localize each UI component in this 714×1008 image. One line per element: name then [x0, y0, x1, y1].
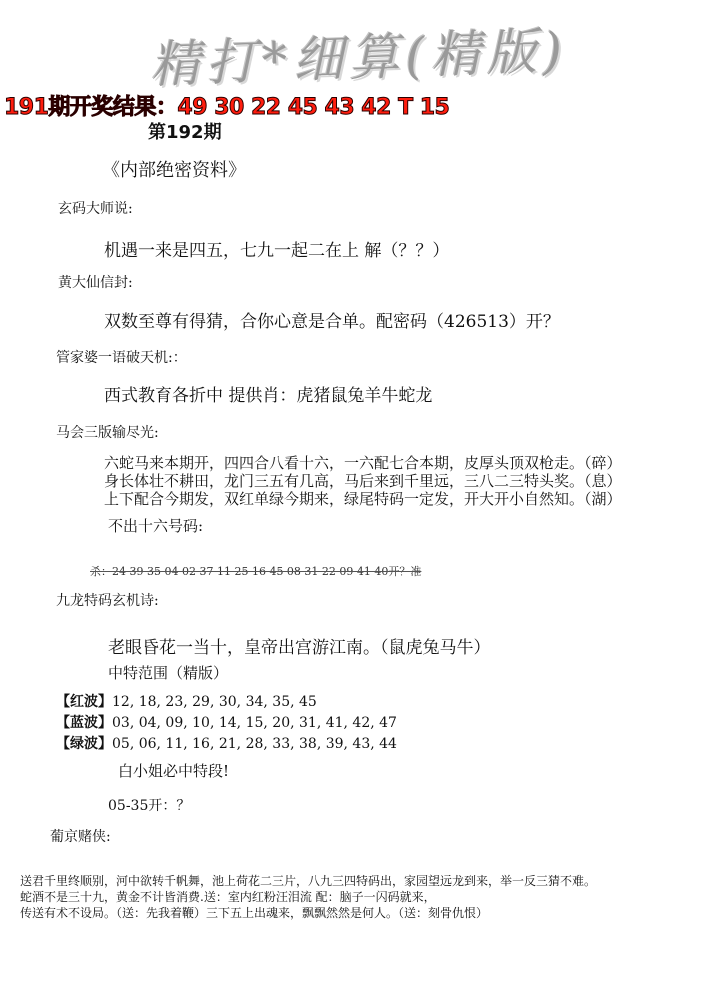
range-label: 中特范围（精版） — [108, 664, 229, 682]
green-wave-numbers: 05, 06, 11, 16, 21, 28, 33, 38, 39, 43, 44 — [112, 736, 397, 752]
kill-numbers: 杀：24 39 35 04 02 37 11 25 16 45 08 31 22 09 41 40开？准 — [90, 565, 422, 578]
guanjia-text: 西式教育各折中 提供肖：虎猪鼠兔羊牛蛇龙 — [104, 386, 433, 406]
green-wave-row — [56, 733, 397, 753]
issue-number: 第192期 — [148, 122, 222, 143]
mahui-label: 马会三版输尽光: — [56, 425, 159, 441]
green-wave-tag: 【绿波】 — [56, 736, 112, 752]
mahui-line-1: 六蛇马来本期开，四四合八看十六，一六配七合本期，皮厚头顶双枪走。（碎） — [104, 454, 622, 472]
xuanma-label: 玄码大师说: — [58, 201, 133, 217]
baixiaojie-text: 白小姐必中特段! — [118, 762, 230, 780]
red-wave-numbers: 12, 18, 23, 29, 30, 34, 35, 45 — [112, 694, 317, 710]
subtitle: 《内部绝密资料》 — [102, 160, 246, 181]
blue-wave-numbers: 03, 04, 09, 10, 14, 15, 20, 31, 41, 42, 47 — [112, 715, 397, 731]
pujing-label: 葡京赌侠: — [50, 829, 111, 845]
jiulong-text: 老眼昏花一当十，皇帝出宫游江南。（鼠虎兔马牛） — [108, 638, 491, 658]
draw-results: 191期开奖结果：49 30 22 45 43 42 T 15 — [4, 95, 450, 120]
blue-wave-tag: 【蓝波】 — [56, 715, 112, 731]
guanjia-label: 管家婆一语破天机:： — [56, 350, 187, 366]
mahui-line-2: 身长体壮不耕田，龙门三五有几高，马后来到千里远，三八二三特头奖。（息） — [104, 472, 622, 490]
title-art: 精打*细算(精版) — [149, 21, 570, 95]
huang-label: 黄大仙信封: — [58, 275, 133, 291]
red-wave-tag: 【红波】 — [56, 694, 112, 710]
xuanma-text: 机遇一来是四五，七九一起二在上 解（？？） — [104, 241, 450, 261]
poem-line-2: 蛇酒不是三十九，黄金不计皆消费.送：室内红粉汪泪流 配：脑子一闪码就来， — [20, 890, 436, 904]
blue-wave-row — [56, 712, 397, 732]
mahui-line-3: 上下配合今期发，双红单绿今期来，绿尾特码一定发，开大开小自然知。（湖） — [104, 490, 622, 508]
buchu-label: 不出十六号码: — [108, 517, 204, 535]
red-wave-row — [56, 691, 317, 711]
huang-text: 双数至尊有得猜，合你心意是合单。配密码（426513）开？ — [104, 312, 560, 332]
poem-line-1: 送君千里终顺别，河中欲转千帆舞，池上荷花二三片，八九三四特码出，家园望远龙到来，举一反三猜不难。 — [20, 874, 597, 888]
duan-text: 05-35开：？ — [108, 798, 191, 814]
poem-line-3: 传送有术不设局。（送：先我着鞭）三下五上出魂来，飘飘然然是何人。（送：刻骨仇恨） — [20, 906, 489, 920]
jiulong-label: 九龙特码玄机诗: — [56, 593, 159, 609]
